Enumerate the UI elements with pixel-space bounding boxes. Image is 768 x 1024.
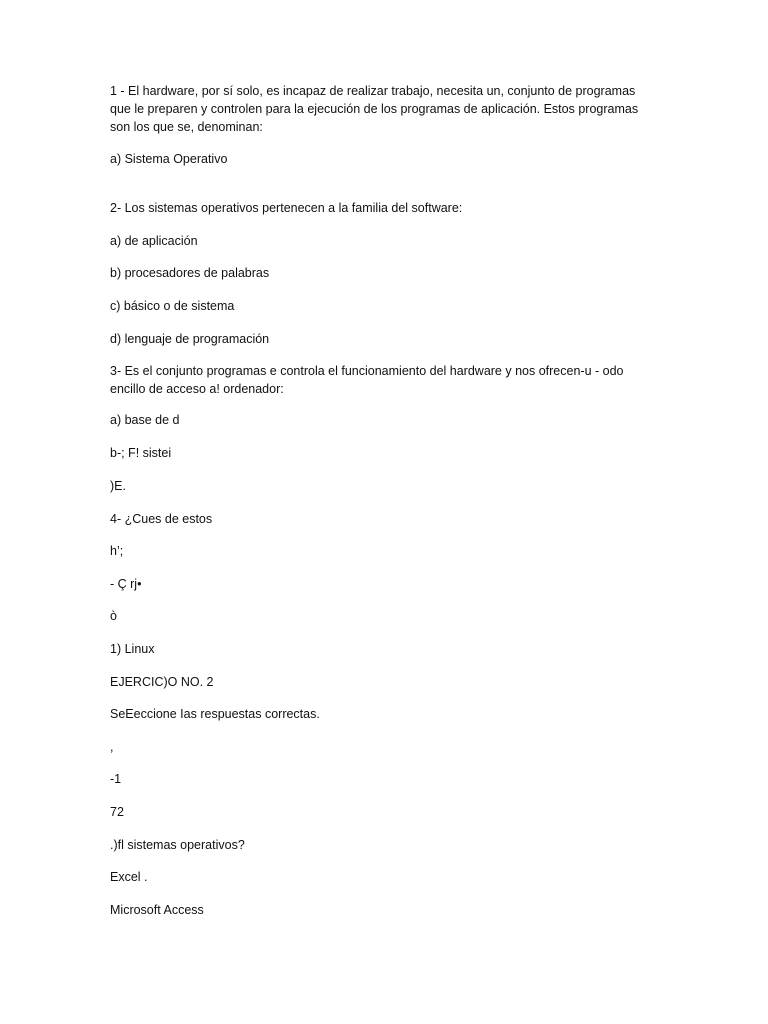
question-2-option-b: b) procesadores de palabras: [110, 266, 270, 280]
exercise-fragment: 72: [110, 805, 124, 819]
question-3-line-2: encillo de acceso a! ordenador:: [110, 382, 284, 396]
exercise-option-excel: Excel .: [110, 870, 148, 884]
exercise-fragment: ,: [110, 740, 114, 754]
exercise-fragment: -1: [110, 772, 122, 786]
exercise-instruction: SeEeccione Ias respuestas correctas.: [110, 707, 320, 721]
question-2-option-d: d) lenguaje de programación: [110, 332, 270, 346]
question-4-option-linux: 1) Linux: [110, 642, 155, 656]
exercise-question: .)fl sistemas operativos?: [110, 838, 245, 852]
question-4-fragment: h’;: [110, 544, 124, 558]
exercise-option-access: Microsoft Access: [110, 903, 204, 917]
question-2: 2- Los sistemas operativos pertenecen a la familia del software:: [110, 201, 463, 215]
question-3-option-b: b-; F! sistei: [110, 446, 172, 460]
question-1-answer: a) Sistema Operativo: [110, 152, 228, 166]
question-1-line-3: son los que se, denominan:: [110, 120, 263, 134]
question-3-option-c: )E.: [110, 479, 126, 493]
question-1-line-2: que le preparen y controlen para la ejecución de los programas de aplicación. Estos programas: [110, 102, 639, 116]
question-4-fragment: - Ç rj•: [110, 577, 142, 591]
question-3-option-a: a) base de d: [110, 413, 180, 427]
question-4-fragment: ò: [110, 609, 117, 623]
question-2-option-a: a) de aplicación: [110, 234, 198, 248]
question-4: 4- ¿Cues de estos: [110, 512, 213, 526]
question-2-option-c: c) básico o de sistema: [110, 299, 235, 313]
question-1-line-1: 1 - El hardware, por sí solo, es incapaz de realizar trabajo, necesita un, conjunto de programas: [110, 84, 636, 98]
question-3-line-1: 3- Es el conjunto programas e controla el funcionamiento del hardware y nos ofrecen-u - odo: [110, 364, 624, 378]
exercise-title: EJERCIC)O NO. 2: [110, 675, 214, 689]
